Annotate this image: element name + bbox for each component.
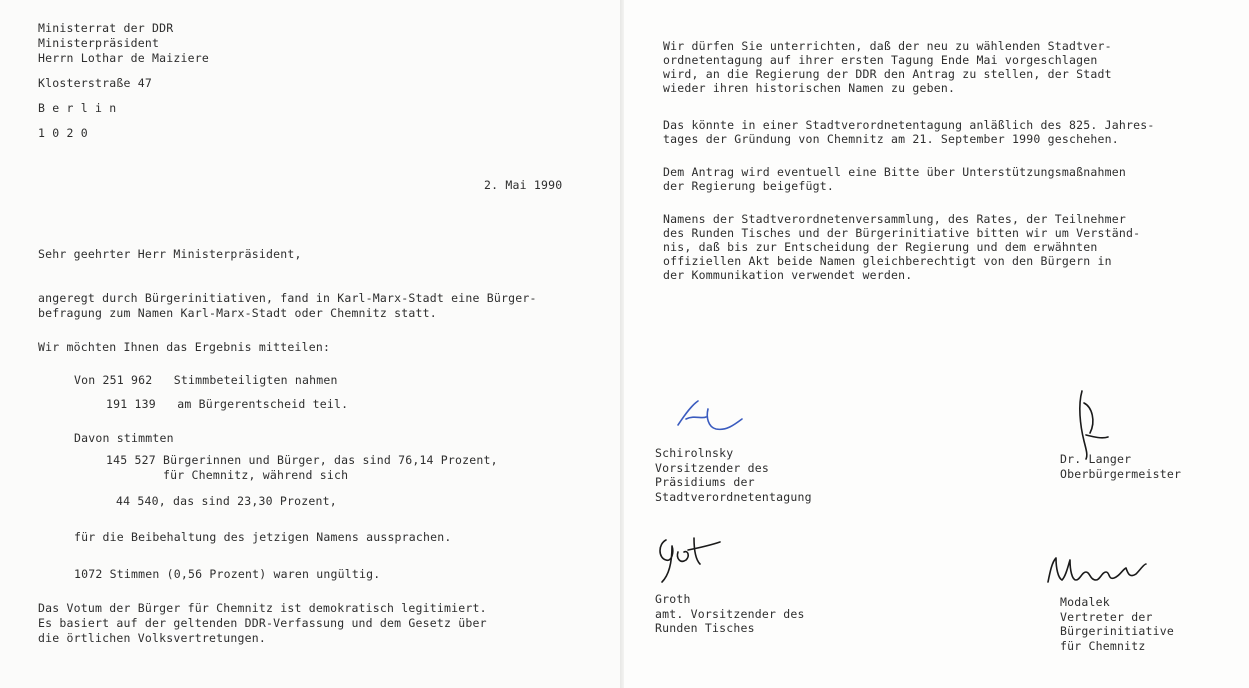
participants-line: Von 251 962 Stimmbeteiligten nahmen [74, 373, 338, 387]
closing-line-1: Das Votum der Bürger für Chemnitz ist demokratisch legitimiert. [38, 601, 487, 615]
para4-line-1: Namens der Stadtverordnetenversammlung, des Rates, der Teilnehmer [663, 212, 1127, 226]
signatory-name: Groth [655, 592, 691, 606]
signatory-title-line: Runden Tisches [655, 621, 755, 635]
para4-line-4: offiziellen Akt beide Namen gleichberechtigt von den Bürgern in [663, 254, 1112, 268]
intro-line-2: befragung zum Namen Karl-Marx-Stadt oder Chemnitz statt. [38, 306, 437, 320]
signatory-modalek [1060, 595, 1174, 653]
keep-name-line: für die Beibehaltung des jetzigen Namens aussprachen. [74, 530, 452, 544]
signatory-name: Schirolnsky [655, 446, 734, 460]
salutation: Sehr geehrter Herr Ministerpräsident, [38, 247, 302, 261]
signature-schirolnsky [672, 395, 762, 445]
address-line-4: Klosterstraße 47 [38, 76, 152, 90]
para3-line-1: Dem Antrag wird eventuell eine Bitte über Unterstützungsmaßnahmen [663, 165, 1127, 179]
signatory-title-line: Stadtverordnetentagung [655, 489, 812, 504]
invalid-votes-line: 1072 Stimmen (0,56 Prozent) waren ungültig. [74, 567, 381, 581]
para1-line-2: ordnetentagung auf ihrer ersten Tagung Ende Mai vorgeschlagen [663, 53, 1098, 67]
chemnitz-votes-line-1: 145 527 Bürgerinnen und Bürger, das sind 76,14 Prozent, [106, 453, 498, 467]
signatory-title-line: Vorsitzender des [655, 460, 769, 475]
para2-line-1: Das könnte in einer Stadtverordnetentagung anläßlich des 825. Jahres- [663, 118, 1155, 132]
address-line-2: Ministerpräsident [38, 36, 160, 50]
kms-votes-line: 44 540, das sind 23,30 Prozent, [116, 494, 337, 508]
address-city: B e r l i n [38, 101, 117, 115]
letter-date: 2. Mai 1990 [484, 178, 563, 192]
result-intro: Wir möchten Ihnen das Ergebnis mitteilen: [38, 340, 331, 354]
signatory-name: Modalek [1060, 595, 1110, 609]
para3-line-2: der Regierung beigefügt. [663, 179, 834, 193]
signatory-title-line: Bürgerinitiative [1060, 624, 1174, 638]
chemnitz-votes-line-2: für Chemnitz, während sich [106, 468, 349, 482]
para2-line-2: tages der Gründung von Chemnitz am 21. September 1990 geschehen. [663, 132, 1119, 146]
signatory-title-line: Präsidiums der [655, 475, 755, 489]
of-which-label: Davon stimmten [74, 431, 174, 445]
signatory-schirolnsky [655, 446, 812, 504]
address-line-1: Ministerrat der DDR [38, 21, 174, 35]
signatory-title-line: Vertreter der [1060, 609, 1153, 624]
signature-groth [652, 530, 732, 590]
para1-line-3: wird, an die Regierung der DDR den Antrag zu stellen, der Stadt [663, 67, 1112, 81]
intro-line-1: angeregt durch Bürgerinitiativen, fand in Karl-Marx-Stadt eine Bürger- [38, 291, 537, 305]
signature-modalek [1040, 550, 1160, 595]
signatory-title-line: amt. Vorsitzender des [655, 606, 805, 621]
closing-line-3: die örtlichen Volksvertretungen. [38, 631, 266, 645]
para4-line-2: des Runden Tisches und der Bürgerinitiative bitten wir um Verständ- [663, 226, 1141, 240]
signatory-title-line: für Chemnitz [1060, 638, 1146, 653]
para1-line-4: wieder ihren historischen Namen zu geben. [663, 81, 956, 95]
closing-line-2: Es basiert auf der geltenden DDR-Verfassung und dem Gesetz über [38, 616, 487, 630]
signatory-langer [1060, 452, 1181, 481]
address-postcode: 1 0 2 0 [38, 126, 88, 140]
signatory-name: Dr. Langer [1060, 452, 1132, 466]
address-line-3: Herrn Lothar de Maiziere [38, 51, 209, 65]
para4-line-3: nis, daß bis zur Entscheidung der Regierung und dem erwähnten [663, 240, 1098, 254]
signatory-title-line: Oberbürgermeister [1060, 466, 1182, 481]
decision-line: 191 139 am Bürgerentscheid teil. [106, 397, 349, 411]
signatory-groth [655, 592, 805, 636]
para4-line-5: der Kommunikation verwendet werden. [663, 268, 913, 282]
para1-line-1: Wir dürfen Sie unterrichten, daß der neu zu wählenden Stadtver- [663, 39, 1112, 53]
